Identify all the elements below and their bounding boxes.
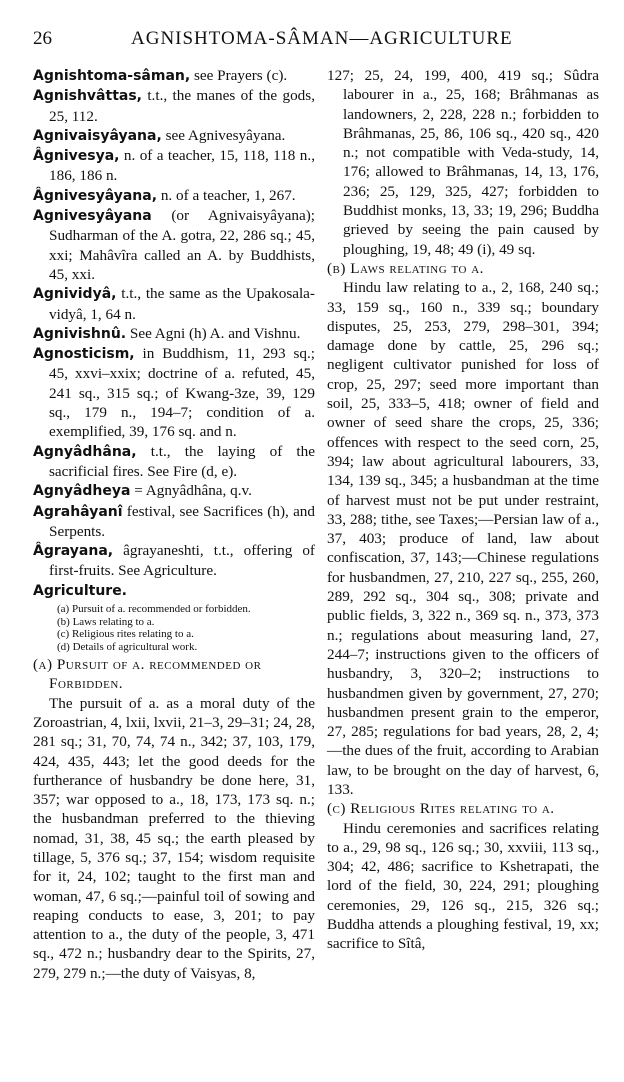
section-heading: (c) Religious Rites relating to a.: [327, 800, 555, 818]
subtopic-item: (b) Laws relating to a.: [57, 615, 155, 628]
continued-text: 127; 25, 24, 199, 400, 419 sq.; Sûdra labourer in a., 25, 168; Brâhmanas as landowners, 2, 228, 228 n.; forbidden to Brâhmanas, 25, 86, 106 sq., 420 sq., 420 n.; not compatible with Veda-study, 14, 176; allowed to Brâhmanas, 14, 13, 176, 236; 25, 129, 325, 427; forbidden to Buddhist monks, 13, 33; 19, 296; Buddha grieved by seeing the pain caused by ploughing, 19, 48; 49 (i), 49 sq.: [327, 67, 599, 258]
entry-paragraph: Hindu law relating to a., 2, 168, 240 sq.; 33, 159 sq., 160 n., 339 sq.; boundary disputes, 25, 253, 279, 298–301, 394; damage done by cattle, 25, 296 sq.; negligent cultivator punished for loss of crop, 25, 297; seed more important than soil, 25, 333–5, 418; owner of field and owner of seed share the crops, 25, 336; offences with respect to the seed corn, 25, 394; law about agricultural labourers, 33, 134, 139 sq., 345; a husbandman at the time of harvest must not be put under restraint, 33, 288; tithe, see Taxes;—Persian law of a., 37, 403; produce of land, law about confiscation, 37, 143;—Chinese regulations for husbandmen, 27, 210, 227 sq., 255, 260, 289, 292 sq., 304 sq., 308; private and public fields, 3, 322 n., 369 sq. n., 373, 373 n.; regulations about measuring land, 27, 244–7; instructions given to the officers of husbandry, 3, 320–2; instructions to husbandmen given by government, 27, 270; husbandmen present grain to the emperor, 27, 285; regulations for bad years, 28, 2, 4;—the dues of the fruit, according to Arabian law, to be brought on the day of harvest, 6, 133.: [327, 279, 599, 798]
index-entry: [33, 206, 315, 284]
index-entry: [33, 126, 315, 146]
entry-headword: Âgnivesya,: [33, 148, 120, 165]
entry-headword: Agnyâdheya: [33, 483, 131, 500]
index-entry: [33, 541, 315, 581]
index-entry: [33, 344, 315, 441]
index-entry: [33, 502, 315, 542]
index-entry: [33, 481, 315, 501]
entry-headword: Agriculture.: [33, 582, 128, 599]
section-heading: (a) Pursuit of a. recommended or Forbidden.: [33, 656, 262, 693]
entry-text: = Agnyâdhâna, q.v.: [130, 482, 252, 500]
page-header: [33, 28, 596, 56]
entry-headword: Agnivesyâyana: [33, 208, 152, 225]
entry-text: See Agni (h) A. and Vishnu.: [126, 324, 301, 342]
subtopic-list: [51, 603, 315, 653]
entry-paragraph: The pursuit of a. as a moral duty of the Zoroastrian, 4, lxii, lxvii, 21–3, 29–31; 24, 28, 281 sq.; 31, 70, 74, 74 n., 342; 37, 103, 179, 424, 435, 443; let the good deeds for the furtherance of husbandry be done here, 31, 357; war opposed to a., 18, 173, 173 sq. n.; the husbandman preferred to the thieving nomad, 31, 38, 45 sq.; the earth pleased by tillage, 5, 376 sq.; 37, 154; wisdom requisite for it, 24, 102; taught to the first man and woman, 47, 6 sq.;—painful toil of sowing and reaping conducts to ease, 3, 201; to pay attention to a., the duty of the people, 3, 471 sq., 472 n.; husbandry dear to the Spirits, 27, 279, 279 n.;—the duty of Vaisyas, 8,: [33, 694, 315, 982]
index-entry: [33, 146, 315, 186]
entry-headword: Agnividyâ,: [33, 286, 117, 303]
index-entry: [33, 324, 315, 344]
entry-headword: Âgrayana,: [33, 543, 114, 560]
index-entry: [33, 66, 315, 86]
entry-headword: Agnishvâttas,: [33, 88, 142, 105]
entry-text: n. of a teacher, 15, 118, 118 n., 186, 186 n.: [49, 147, 315, 185]
running-title: AGNISHTOMA-SÂMAN—AGRICULTURE: [131, 28, 513, 49]
index-entry: [33, 186, 315, 206]
entry-text: t.t., the manes of the gods, 25, 112.: [49, 87, 315, 125]
entry-text: in Buddhism, 11, 293 sq.; 45, xxvi–xxix; doctrine of a. refuted, 45, 241 sq., 315 sq.; of Kwang-3ze, 39, 129 sq., 179 n., 194–7; condition of a. exemplified, 39, 176 sq. and n.: [49, 345, 315, 441]
subtopic-item: (c) Religious rites relating to a.: [57, 628, 194, 641]
section-heading: (b) Laws relating to a.: [327, 259, 484, 277]
index-entry: [33, 581, 315, 601]
page-number: 26: [33, 28, 52, 49]
index-entry: [33, 86, 315, 126]
entry-text: t.t., the laying of the sacrificial fires. See Fire (d, e).: [49, 442, 315, 480]
entry-paragraph: Hindu ceremonies and sacrifices relating to a., 29, 98 sq., 126 sq.; 30, xxviii, 113 sq., 304; 42, 486; sacrifice to Kshetrapati, the lord of the field, 30, 224, 291; ploughing ceremonies, 29, 126 sq., 215, 326 sq.; Buddha attends a ploughing festival, 19, xx; sacrifice to Sîtâ,: [327, 819, 599, 953]
entry-headword: Agnosticism,: [33, 346, 135, 363]
entry-headword: Agrahâyanî: [33, 503, 123, 520]
entry-text: âgrayaneshti, t.t., offering of first-fruits. See Agriculture.: [49, 542, 315, 580]
subtopic-item: (a) Pursuit of a. recommended or forbidden.: [57, 603, 251, 616]
entry-headword: Agnivishnû.: [33, 325, 127, 342]
subtopic-item: (d) Details of agricultural work.: [57, 640, 198, 653]
entry-text: (or Agnivaisyâyana); Sudharman of the A. gotra, 22, 286 sq.; 45, xxi; Mahâvîra called an A. by Buddhists, 45, xxi.: [49, 207, 315, 283]
entry-text: see Prayers (c).: [190, 67, 288, 84]
entry-headword: Âgnivesyâyana,: [33, 187, 158, 204]
entry-text: see Agnivesyâyana.: [161, 126, 286, 144]
left-column: [33, 66, 315, 983]
entry-text: festival, see Sacrifices (h), and Serpents.: [49, 502, 315, 540]
entry-text: t.t., the same as the Upakosala-vidyâ, 1, 64 n.: [49, 285, 315, 323]
entry-headword: Agnyâdhâna,: [33, 443, 137, 460]
entry-text: n. of a teacher, 1, 267.: [157, 186, 296, 204]
index-entry: [33, 442, 315, 482]
entry-headword: Agnivaisyâyana,: [33, 127, 162, 144]
index-entry: [33, 284, 315, 324]
right-column: [327, 66, 599, 954]
entry-headword: Agnishtoma-sâman,: [33, 68, 191, 84]
